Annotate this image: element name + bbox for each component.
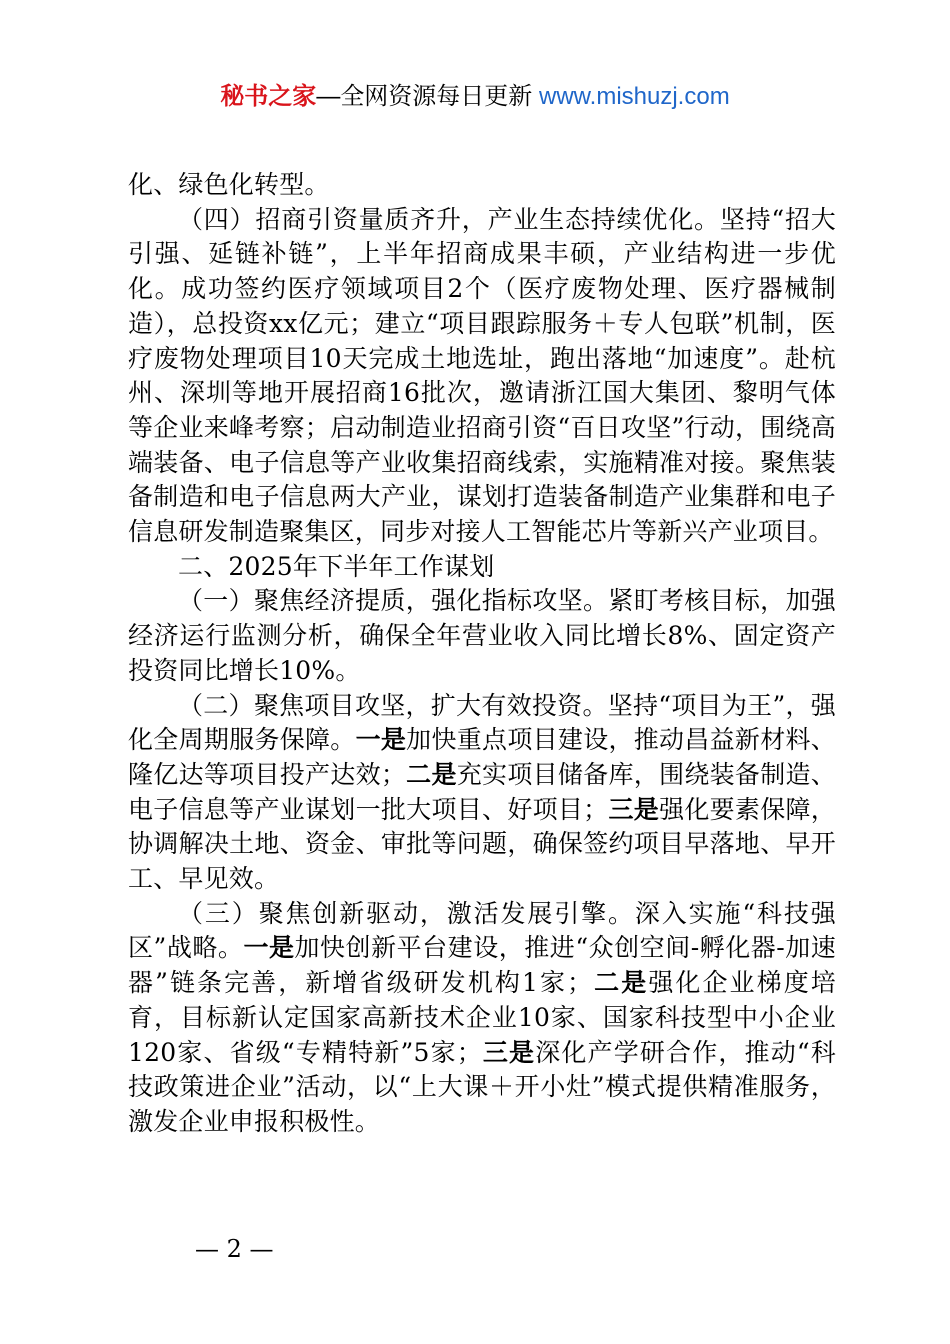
- paragraph-continuation: 化、绿色化转型。: [128, 170, 330, 199]
- header-tagline: —全网资源每日更新: [316, 83, 533, 110]
- section-heading-plan: 二、2025年下半年工作谋划: [178, 551, 495, 581]
- bold-marker: 一是: [243, 933, 295, 963]
- bold-marker: 三是: [608, 794, 660, 824]
- paragraph-text: （三）聚焦创新驱动，激活发展引擎。深入实施“科技强区”战略。: [128, 898, 836, 963]
- header-brand: 秘书之家: [220, 83, 317, 110]
- page-number: — 2 —: [195, 1235, 274, 1263]
- paragraph-text: 强化企业梯度培育，目标新认定国家高新技术企业10家、国家科技型中小企业120家、省级“专精特新”5家；: [128, 968, 836, 1067]
- paragraph-text: 加快创新平台建设，推进“众创空间-孵化器-加速器”链条完善，新增省级研发机构1家；: [128, 933, 837, 998]
- paragraph-innovation: [128, 897, 836, 1140]
- paragraph-projects: [128, 689, 836, 897]
- paragraph-text: 充实项目储备库，围绕装备制造、电子信息等产业谋划一批大项目、好项目；: [128, 759, 836, 824]
- bold-marker: 一是: [355, 725, 407, 755]
- paragraph-economy: （一）聚焦经济提质，强化指标攻坚。紧盯考核目标，加强经济运行监测分析，确保全年营业收入同比增长8%、固定资产投资同比增长10%。: [128, 586, 836, 685]
- paragraph-text: 加快重点项目建设，推动昌益新材料、隆亿达等项目投产达效；: [128, 725, 836, 789]
- paragraph-text: 深化产学研合作，推动“科技政策进企业”活动，以“上大课＋开小灶”模式提供精准服务，激发企业申报积极性。: [128, 1037, 836, 1136]
- bold-marker: 二是: [592, 968, 649, 998]
- paragraph-text: 强化要素保障，协调解决土地、资金、审批等问题，确保签约项目早落地、早开工、早见效。: [128, 794, 836, 894]
- paragraph-investment: （四）招商引资量质齐升，产业生态持续优化。坚持“招大引强、延链补链”，上半年招商成果丰硕，产业结构进一步优化。成功签约医疗领域项目2个（医疗废物处理、医疗器械制造），总投资xx亿元；建立“项目跟踪服务＋专人包联”机制，医疗废物处理项目10天完成土地选址，跑出落地“加速度”。赴杭州、深圳等地开展招商16批次，邀请浙江国大集团、黎明气体等企业来峰考察；启动制造业招商引资“百日攻坚”行动，围绕高端装备、电子信息等产业收集招商线索，实施精准对接。聚焦装备制造和电子信息两大产业，谋划打造装备制造产业集群和电子信息研发制造聚集区，同步对接人工智能芯片等新兴产业项目。: [128, 204, 836, 547]
- bold-marker: 二是: [406, 759, 457, 789]
- header-url-link[interactable]: www.mishuzj.com: [538, 83, 730, 110]
- page-header: [0, 80, 950, 114]
- bold-marker: 三是: [481, 1037, 536, 1067]
- paragraph-text: （二）聚焦项目攻坚，扩大有效投资。坚持“项目为王”，强化全周期服务保障。: [128, 690, 836, 755]
- document-body: [128, 168, 836, 1140]
